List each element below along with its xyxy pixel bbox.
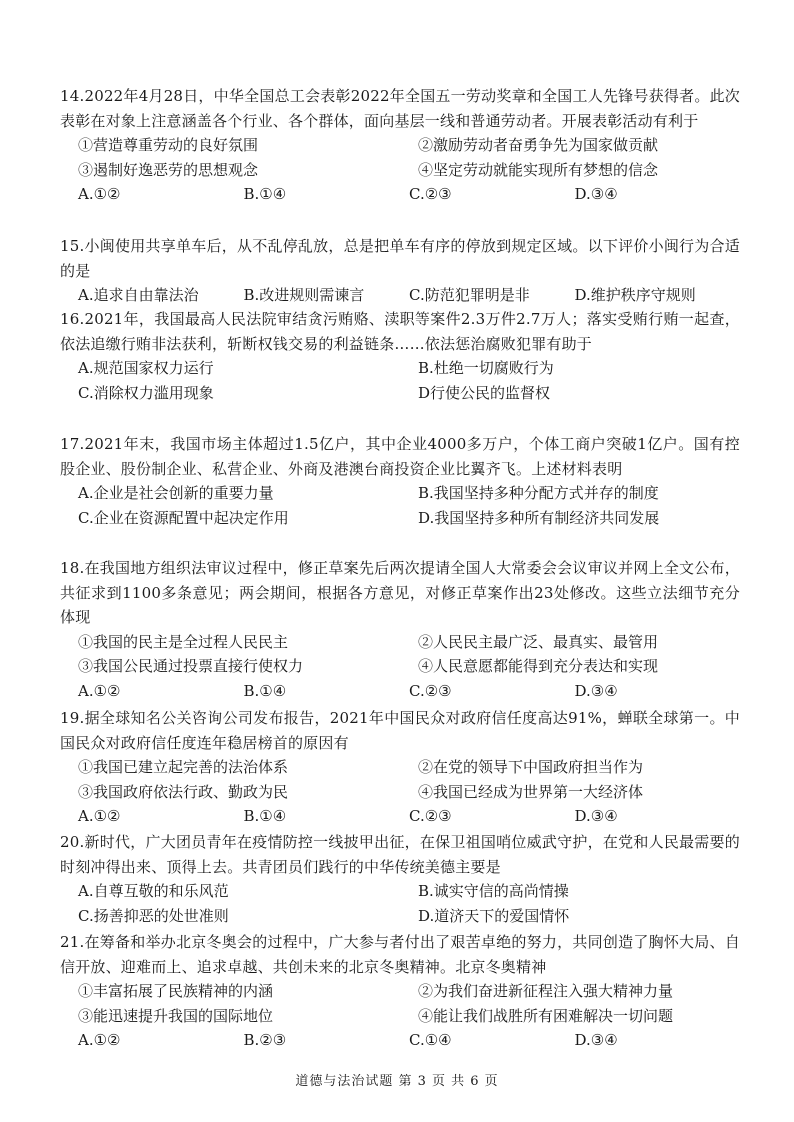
choice-c: C.企业在资源配置中起决定作用	[78, 508, 289, 527]
choice-row	[60, 182, 740, 207]
choice-a: A.①②	[78, 185, 121, 203]
question-stem: 14.2022年4月28日，中华全国总工会表彰2022年全国五一劳动奖章和全国工人先锋号获得者。此次表彰在对象上注意涵盖各个行业、各个群体，面向基层一线和普通劳动者。开展表彰活动有利于	[60, 87, 740, 130]
choice-c: C.防范犯罪明是非	[409, 286, 530, 304]
question-stem: 20.新时代，广大团员青年在疫情防控一线披甲出征，在保卫祖国哨位威武守护，在党和人民最需要的时刻冲得出来、顶得上去。共青团员们践行的中华传统美德主要是	[60, 833, 740, 876]
question-stem: 15.小闽使用共享单车后，从不乱停乱放，总是把单车有序的停放到规定区域。以下评价小闽行为合适的是	[60, 237, 740, 280]
statement-row	[60, 1004, 740, 1029]
choice-c: C.②③	[409, 807, 452, 825]
question-17	[60, 432, 740, 530]
question-18	[60, 556, 740, 703]
choice-c: C.扬善抑恶的处世准则	[78, 906, 229, 925]
choice-d: D.③④	[574, 681, 618, 700]
choice-b: B.②③	[243, 1031, 287, 1049]
statement: ④坚定劳动就能实现所有梦想的信念	[418, 160, 659, 179]
choice-d: D.③④	[574, 1031, 618, 1049]
question-stem: 19.据全球知名公关咨询公司发布报告，2021年中国民众对政府信任度高达91%，蝉联全球第一。中国民众对政府信任度连年稳居榜首的原因有	[60, 709, 740, 752]
question-stem: 17.2021年末，我国市场主体超过1.5亿户，其中企业4000多万户，个体工商户突破1亿户。国有控股企业、股份制企业、私营企业、外商及港澳台商投资企业比翼齐飞。上述材料表明	[60, 435, 740, 478]
choice-a: A.①②	[78, 1031, 121, 1049]
choice-b: B.诚实守信的高尚情操	[418, 882, 569, 900]
statement: ①我国的民主是全过程人民民主	[78, 632, 289, 651]
question-15	[60, 234, 740, 308]
statement-row	[60, 979, 740, 1004]
statement: ②激励劳动者奋勇争先为国家做贡献	[418, 136, 659, 154]
statement-row	[60, 158, 740, 183]
statement-row	[60, 630, 740, 655]
choice-d: D.③④	[574, 807, 618, 825]
question-stem: 18.在我国地方组织法审议过程中，修正草案先后两次提请全国人大常委会会议审议并网上全文公布，共征求到1100多条意见；两会期间，根据各方意见，对修正草案作出23处修改。这些立法细节充分体现	[60, 559, 740, 626]
choice-c: C.②③	[409, 681, 452, 700]
option-row	[60, 506, 740, 531]
question-21	[60, 930, 740, 1053]
question-16	[60, 307, 740, 405]
choice-c: C.②③	[409, 185, 452, 203]
question-20	[60, 830, 740, 928]
statement-row	[60, 654, 740, 679]
choice-d: D行使公民的监督权	[418, 383, 551, 402]
choice-a: A.①②	[78, 807, 121, 825]
choice-b: B.①④	[243, 185, 287, 203]
choice-d: D.③④	[574, 185, 618, 203]
statement: ④人民意愿都能得到充分表达和实现	[418, 657, 659, 675]
statement: ③我国公民通过投票直接行使权力	[78, 657, 304, 675]
page-footer: 道德与法治试题 第 3 页 共 6 页	[295, 1074, 499, 1089]
question-19	[60, 706, 740, 829]
choice-d: D.道济天下的爱国情怀	[418, 906, 570, 925]
choice-row	[60, 1028, 740, 1053]
statement: ④我国已经成为世界第一大经济体	[418, 782, 644, 801]
option-row	[60, 381, 740, 406]
choice-row	[60, 283, 740, 308]
choice-a: A.追求自由靠法治	[78, 286, 199, 304]
choice-b: B.①④	[243, 681, 287, 700]
option-row	[60, 879, 740, 904]
statement: ②人民民主最广泛、最真实、最管用	[418, 632, 659, 651]
statement: ③能迅速提升我国的国际地位	[78, 1006, 274, 1025]
statement-row	[60, 755, 740, 780]
choice-a: A.①②	[78, 681, 121, 700]
choice-a: A.企业是社会创新的重要力量	[78, 484, 274, 502]
statement: ②在党的领导下中国政府担当作为	[418, 758, 644, 776]
option-row	[60, 356, 740, 381]
choice-b: B.①④	[243, 807, 287, 825]
statement: ①丰富拓展了民族精神的内涵	[78, 982, 274, 1000]
choice-c: C.①④	[409, 1031, 452, 1049]
statement: ②为我们奋进新征程注入强大精神力量	[418, 982, 674, 1000]
choice-b: B.杜绝一切腐败行为	[418, 359, 554, 377]
choice-b: B.我国坚持多种分配方式并存的制度	[418, 484, 659, 502]
choice-a: A.自尊互敬的和乐风范	[78, 882, 229, 900]
choice-b: B.改进规则需谏言	[243, 286, 365, 304]
choice-d: D.我国坚持多种所有制经济共同发展	[418, 508, 660, 527]
option-row	[60, 904, 740, 929]
question-14	[60, 84, 740, 207]
question-stem: 21.在筹备和举办北京冬奥会的过程中，广大参与者付出了艰苦卓绝的努力，共同创造了胸怀大局、自信开放、迎难而上、追求卓越、共创未来的北京冬奥精神。北京冬奥精神	[60, 933, 740, 976]
choice-row	[60, 804, 740, 829]
choice-d: D.维护秩序守规则	[574, 286, 696, 304]
choice-c: C.消除权力滥用现象	[78, 383, 214, 402]
statement-row	[60, 780, 740, 805]
statement: ③遏制好逸恶劳的思想观念	[78, 160, 259, 179]
choice-a: A.规范国家权力运行	[78, 359, 214, 377]
statement: ①我国已建立起完善的法治体系	[78, 758, 289, 776]
statement: ①营造尊重劳动的良好氛围	[78, 136, 259, 154]
question-stem: 16.2021年，我国最高人民法院审结贪污贿赂、渎职等案件2.3万件2.7万人；落实受贿行贿一起查，依法追缴行贿非法获利，斩断权钱交易的利益链条……依法惩治腐败犯罪有助于	[60, 310, 740, 353]
statement: ④能让我们战胜所有困难解决一切问题	[418, 1006, 674, 1025]
choice-row	[60, 679, 740, 704]
statement-row	[60, 133, 740, 158]
option-row	[60, 481, 740, 506]
statement: ③我国政府依法行政、勤政为民	[78, 782, 289, 801]
